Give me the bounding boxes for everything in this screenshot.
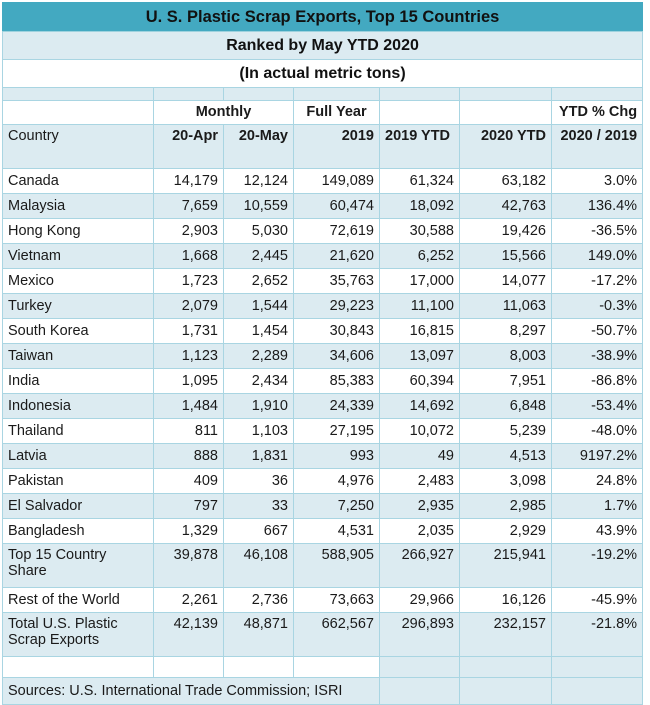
- cell-ytd2019: 6,252: [380, 244, 460, 269]
- cell-fy2019: 7,250: [294, 494, 380, 519]
- table-row: [3, 494, 643, 519]
- cell-apr: 39,878: [154, 544, 224, 588]
- cell-ytd2019: 60,394: [380, 369, 460, 394]
- footer-spacer-cell-2: [154, 657, 224, 678]
- cell-may: 667: [224, 519, 294, 544]
- spacer-cell-1: [3, 88, 154, 101]
- cell-ytd2019: 29,966: [380, 588, 460, 613]
- table-row: [3, 369, 643, 394]
- cell-fy2019: 588,905: [294, 544, 380, 588]
- cell-apr: 1,723: [154, 269, 224, 294]
- column-header-2019-ytd: 2019 YTD: [380, 125, 460, 169]
- cell-ytd2020: 5,239: [460, 419, 552, 444]
- cell-may: 33: [224, 494, 294, 519]
- source-row: [3, 678, 643, 705]
- cell-pct-chg: -38.9%: [552, 344, 643, 369]
- cell-ytd2019: 296,893: [380, 613, 460, 657]
- cell-ytd2019: 16,815: [380, 319, 460, 344]
- cell-ytd2020: 4,513: [460, 444, 552, 469]
- cell-may: 46,108: [224, 544, 294, 588]
- cell-apr: 7,659: [154, 194, 224, 219]
- cell-apr: 1,668: [154, 244, 224, 269]
- table-row: [3, 319, 643, 344]
- table-row: [3, 419, 643, 444]
- cell-pct-chg: 1.7%: [552, 494, 643, 519]
- cell-apr: 409: [154, 469, 224, 494]
- cell-country: Total U.S. Plastic Scrap Exports: [3, 613, 154, 657]
- cell-may: 1,544: [224, 294, 294, 319]
- cell-apr: 14,179: [154, 169, 224, 194]
- cell-fy2019: 35,763: [294, 269, 380, 294]
- footer-spacer-cell-7: [552, 657, 643, 678]
- cell-pct-chg: 43.9%: [552, 519, 643, 544]
- cell-pct-chg: -53.4%: [552, 394, 643, 419]
- cell-may: 2,736: [224, 588, 294, 613]
- cell-ytd2019: 10,072: [380, 419, 460, 444]
- spreadsheet-table-image: [0, 2, 650, 699]
- cell-ytd2020: 42,763: [460, 194, 552, 219]
- cell-fy2019: 85,383: [294, 369, 380, 394]
- cell-ytd2020: 19,426: [460, 219, 552, 244]
- column-header-country: Country: [3, 125, 154, 169]
- cell-country: Indonesia: [3, 394, 154, 419]
- spacer-cell-5: [380, 88, 460, 101]
- cell-apr: 1,329: [154, 519, 224, 544]
- column-header-2020-ytd: 2020 YTD: [460, 125, 552, 169]
- cell-may: 1,910: [224, 394, 294, 419]
- subtitle-row-2: [3, 60, 643, 88]
- table-row: [3, 194, 643, 219]
- cell-pct-chg: -50.7%: [552, 319, 643, 344]
- cell-may: 1,103: [224, 419, 294, 444]
- footer-spacer-cell-3: [224, 657, 294, 678]
- cell-ytd2020: 232,157: [460, 613, 552, 657]
- footer-spacer-row: [3, 657, 643, 678]
- cell-apr: 2,903: [154, 219, 224, 244]
- cell-ytd2020: 8,297: [460, 319, 552, 344]
- table-row: [3, 294, 643, 319]
- cell-ytd2020: 15,566: [460, 244, 552, 269]
- cell-apr: 42,139: [154, 613, 224, 657]
- cell-fy2019: 24,339: [294, 394, 380, 419]
- cell-fy2019: 662,567: [294, 613, 380, 657]
- column-header-20-apr: 20-Apr: [154, 125, 224, 169]
- summary-row-top15: [3, 544, 643, 588]
- cell-ytd2020: 2,985: [460, 494, 552, 519]
- plastic-scrap-exports-table: [2, 2, 643, 705]
- group-header-full-year: Full Year: [294, 101, 380, 125]
- cell-ytd2019: 61,324: [380, 169, 460, 194]
- group-header-blank-country: [3, 101, 154, 125]
- cell-pct-chg: -0.3%: [552, 294, 643, 319]
- subtitle-row-1: [3, 32, 643, 60]
- cell-pct-chg: -36.5%: [552, 219, 643, 244]
- cell-apr: 1,731: [154, 319, 224, 344]
- cell-ytd2019: 30,588: [380, 219, 460, 244]
- table-row: [3, 244, 643, 269]
- spacer-cell-6: [460, 88, 552, 101]
- footer-spacer-cell-4: [294, 657, 380, 678]
- source-blank-1: [380, 678, 460, 705]
- table-row: [3, 469, 643, 494]
- table-row: [3, 444, 643, 469]
- cell-country: South Korea: [3, 319, 154, 344]
- cell-ytd2019: 49: [380, 444, 460, 469]
- cell-ytd2019: 13,097: [380, 344, 460, 369]
- footer-spacer-cell-6: [460, 657, 552, 678]
- cell-ytd2019: 2,935: [380, 494, 460, 519]
- source-blank-2: [460, 678, 552, 705]
- cell-country: Latvia: [3, 444, 154, 469]
- cell-may: 2,289: [224, 344, 294, 369]
- cell-ytd2020: 215,941: [460, 544, 552, 588]
- cell-apr: 797: [154, 494, 224, 519]
- cell-ytd2020: 8,003: [460, 344, 552, 369]
- cell-ytd2020: 7,951: [460, 369, 552, 394]
- cell-country: Thailand: [3, 419, 154, 444]
- group-header-blank-2020ytd: [460, 101, 552, 125]
- cell-country: Turkey: [3, 294, 154, 319]
- cell-apr: 1,484: [154, 394, 224, 419]
- cell-may: 1,831: [224, 444, 294, 469]
- cell-may: 2,445: [224, 244, 294, 269]
- table-subtitle: Ranked by May YTD 2020: [3, 32, 643, 60]
- cell-fy2019: 73,663: [294, 588, 380, 613]
- cell-apr: 1,123: [154, 344, 224, 369]
- cell-apr: 811: [154, 419, 224, 444]
- cell-pct-chg: 149.0%: [552, 244, 643, 269]
- column-header-2019: 2019: [294, 125, 380, 169]
- cell-fy2019: 993: [294, 444, 380, 469]
- column-header-20-may: 20-May: [224, 125, 294, 169]
- header-spacer-row: [3, 88, 643, 101]
- cell-country: Taiwan: [3, 344, 154, 369]
- table-row: [3, 519, 643, 544]
- summary-row-total: [3, 613, 643, 657]
- cell-pct-chg: 3.0%: [552, 169, 643, 194]
- cell-country: Top 15 Country Share: [3, 544, 154, 588]
- cell-country: Bangladesh: [3, 519, 154, 544]
- cell-ytd2019: 14,692: [380, 394, 460, 419]
- spacer-cell-4: [294, 88, 380, 101]
- group-header-row: [3, 101, 643, 125]
- cell-apr: 2,079: [154, 294, 224, 319]
- cell-apr: 2,261: [154, 588, 224, 613]
- footer-spacer-cell-1: [3, 657, 154, 678]
- cell-fy2019: 21,620: [294, 244, 380, 269]
- column-header-pct-chg-2020-2019: 2020 / 2019: [552, 125, 643, 169]
- cell-ytd2020: 6,848: [460, 394, 552, 419]
- cell-ytd2019: 11,100: [380, 294, 460, 319]
- cell-country: Hong Kong: [3, 219, 154, 244]
- cell-ytd2020: 2,929: [460, 519, 552, 544]
- cell-country: Mexico: [3, 269, 154, 294]
- table-units: (In actual metric tons): [3, 60, 643, 88]
- cell-ytd2019: 2,483: [380, 469, 460, 494]
- cell-fy2019: 149,089: [294, 169, 380, 194]
- cell-country: Rest of the World: [3, 588, 154, 613]
- cell-apr: 888: [154, 444, 224, 469]
- cell-apr: 1,095: [154, 369, 224, 394]
- table-row: [3, 219, 643, 244]
- cell-pct-chg: -86.8%: [552, 369, 643, 394]
- cell-fy2019: 30,843: [294, 319, 380, 344]
- cell-country: Canada: [3, 169, 154, 194]
- cell-ytd2019: 2,035: [380, 519, 460, 544]
- cell-fy2019: 4,976: [294, 469, 380, 494]
- footer-spacer-cell-5: [380, 657, 460, 678]
- cell-fy2019: 72,619: [294, 219, 380, 244]
- group-header-blank-2019ytd: [380, 101, 460, 125]
- cell-pct-chg: 136.4%: [552, 194, 643, 219]
- spacer-cell-7: [552, 88, 643, 101]
- cell-ytd2019: 266,927: [380, 544, 460, 588]
- cell-may: 12,124: [224, 169, 294, 194]
- spacer-cell-2: [154, 88, 224, 101]
- cell-country: Pakistan: [3, 469, 154, 494]
- source-note: Sources: U.S. International Trade Commission; ISRI: [3, 678, 380, 705]
- cell-pct-chg: -21.8%: [552, 613, 643, 657]
- cell-ytd2020: 11,063: [460, 294, 552, 319]
- cell-may: 2,652: [224, 269, 294, 294]
- cell-may: 10,559: [224, 194, 294, 219]
- cell-ytd2020: 16,126: [460, 588, 552, 613]
- cell-country: El Salvador: [3, 494, 154, 519]
- table-title: U. S. Plastic Scrap Exports, Top 15 Countries: [3, 3, 643, 32]
- cell-ytd2020: 14,077: [460, 269, 552, 294]
- cell-fy2019: 60,474: [294, 194, 380, 219]
- spacer-cell-3: [224, 88, 294, 101]
- summary-row-rest-of-world: [3, 588, 643, 613]
- cell-fy2019: 27,195: [294, 419, 380, 444]
- cell-country: Vietnam: [3, 244, 154, 269]
- cell-country: Malaysia: [3, 194, 154, 219]
- cell-may: 1,454: [224, 319, 294, 344]
- cell-pct-chg: -19.2%: [552, 544, 643, 588]
- group-header-monthly: Monthly: [154, 101, 294, 125]
- table-row: [3, 394, 643, 419]
- cell-may: 2,434: [224, 369, 294, 394]
- cell-pct-chg: -45.9%: [552, 588, 643, 613]
- cell-ytd2019: 18,092: [380, 194, 460, 219]
- table-row: [3, 169, 643, 194]
- cell-pct-chg: -48.0%: [552, 419, 643, 444]
- cell-country: India: [3, 369, 154, 394]
- cell-pct-chg: -17.2%: [552, 269, 643, 294]
- cell-ytd2020: 3,098: [460, 469, 552, 494]
- cell-ytd2020: 63,182: [460, 169, 552, 194]
- cell-fy2019: 29,223: [294, 294, 380, 319]
- cell-may: 36: [224, 469, 294, 494]
- cell-ytd2019: 17,000: [380, 269, 460, 294]
- source-blank-3: [552, 678, 643, 705]
- cell-pct-chg: 24.8%: [552, 469, 643, 494]
- table-row: [3, 344, 643, 369]
- title-row: [3, 3, 643, 32]
- cell-may: 5,030: [224, 219, 294, 244]
- group-header-ytd-pct-chg: YTD % Chg: [552, 101, 643, 125]
- cell-may: 48,871: [224, 613, 294, 657]
- column-header-row: [3, 125, 643, 169]
- cell-pct-chg: 9197.2%: [552, 444, 643, 469]
- table-row: [3, 269, 643, 294]
- cell-fy2019: 34,606: [294, 344, 380, 369]
- cell-fy2019: 4,531: [294, 519, 380, 544]
